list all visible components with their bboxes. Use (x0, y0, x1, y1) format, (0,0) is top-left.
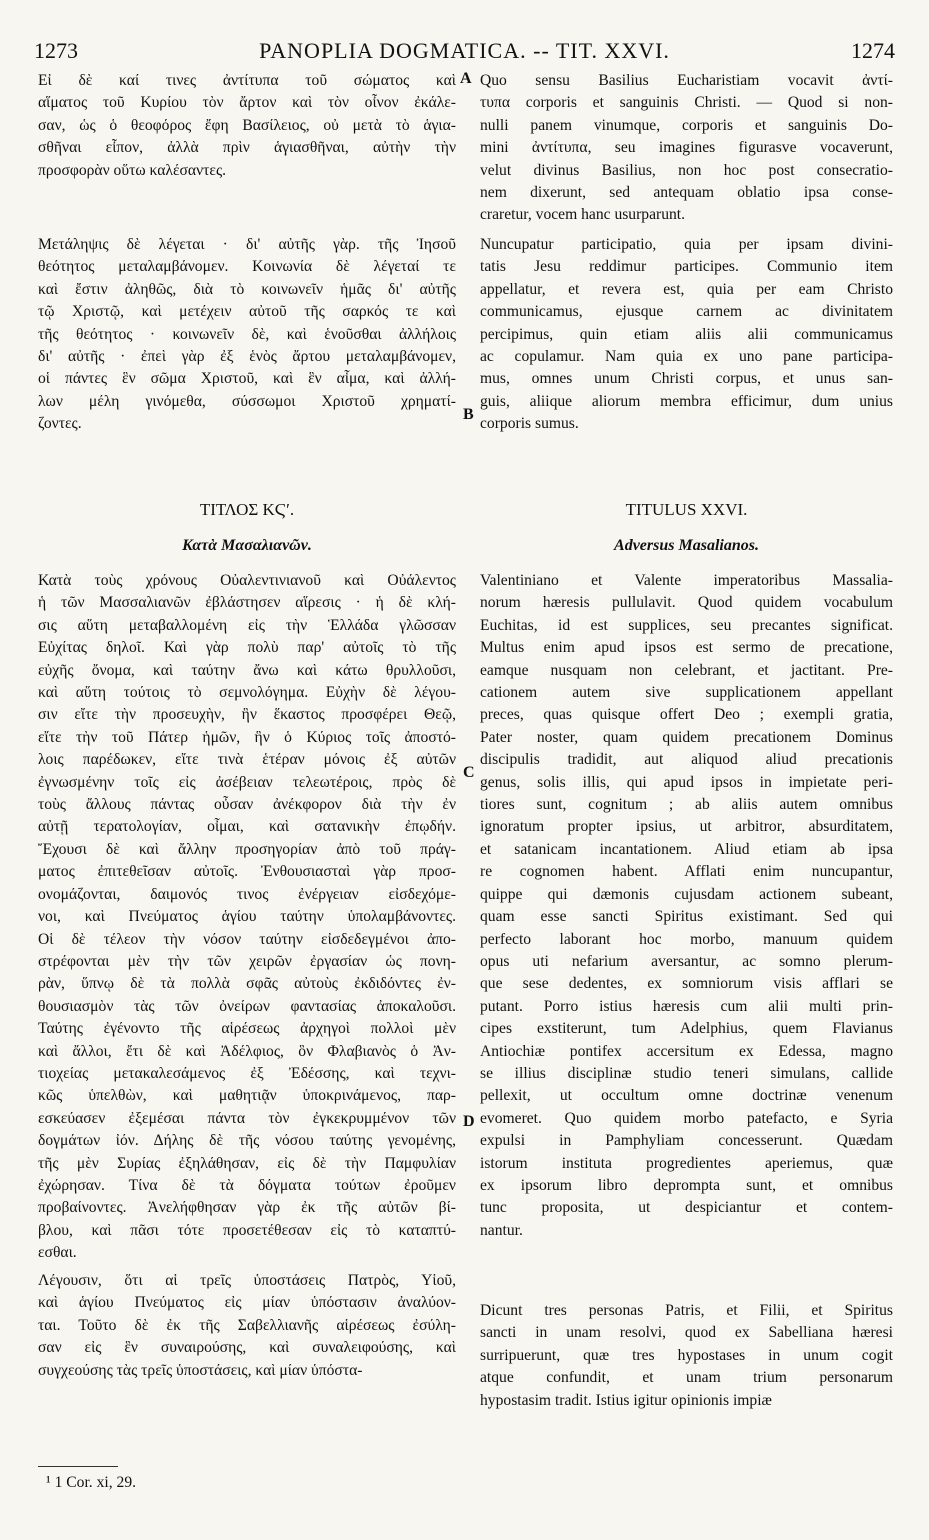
greek-paragraph-3 (38, 570, 456, 1265)
text-line: ex ipsorum libro deprompta sunt, et omnibus (480, 1176, 893, 1194)
text-line: craretur, vocem hanc usurparunt. (480, 206, 686, 224)
text-line: τῆς μὲν Συρίας ἐξηλάθησαν, εἰς δὲ τὴν Παμφυλίαν (38, 1154, 456, 1172)
text-line: προβαίνοντες. Ἀνελήφθησαν γὰρ ἐκ τῆς αὐτῶν βί- (38, 1199, 456, 1217)
text-line: nem dixerunt, sed antequam oblatio ipsa conse- (480, 184, 893, 202)
text-line: ματος ἐπιτεθεῖσαν αὐτοῖς. Ἐνθουσιασταὶ γὰρ προσ- (38, 863, 456, 881)
text-line: σαν εἰς ἓν συναιρούσης, καὶ συναλειφούσης, καὶ (38, 1339, 456, 1357)
page-header (34, 36, 895, 66)
text-line: que sese dedentes, ex somniorum visis afflari se (480, 975, 893, 993)
page-number-left: 1273 (34, 38, 78, 63)
text-line: Antiochiæ pontifex accersitum ex Edessa, magno (480, 1042, 893, 1060)
text-line: Κατὰ τοὺς χρόνους Οὐαλεντινιανοῦ καὶ Οὐάλεντος (38, 572, 456, 589)
latin-paragraph-1 (480, 70, 893, 227)
text-line: ρὰν, ὕπνῳ δὲ τὰ πολλὰ σφᾶς αὐτοὺς ἐκδιδόντες ἐν- (38, 975, 456, 993)
text-line: Quo sensu Basilius Eucharistiam vocavit ἀντί- (480, 72, 893, 89)
text-line: re cognomen habent. Afflati enim nuncupantur, (480, 863, 893, 881)
latin-subtitle: Adversus Masalianos. (614, 537, 759, 554)
text-line: βλου, καὶ πᾶσι τότε προσετέθεσαν εἰς τὸ καταπτύ- (38, 1221, 456, 1239)
text-line: Dicunt tres personas Patris, et Filii, et Spiritus (480, 1302, 893, 1319)
text-line: cipes exstiterunt, tum Adelphius, quem Flavianus (480, 1020, 893, 1038)
text-line: Nuncupatur participatio, quia per ipsam divini- (480, 236, 893, 253)
text-line: mini ἀντίτυπα, seu imagines figurasve vocaverunt, (480, 139, 893, 157)
text-line: καὶ ἄλλοι, ἔτι δὲ καὶ Ἀδέλφιος, ὃν Φλαβιανὸς ὁ Ἀν- (38, 1042, 456, 1060)
text-line: nulli panem vinumque, corporis et sanguinis Do- (480, 116, 893, 134)
text-line: guis, aliique aliorum membra efficimur, dum unius (480, 392, 893, 410)
text-line: hypostasim tradit. Istius igitur opinionis impiæ (480, 1391, 772, 1409)
text-line: δι' αὐτῆς · ἐπεὶ γὰρ ἐξ ἑνὸς ἄρτου μεταλαμβάνομεν, (38, 348, 456, 366)
text-line: Μετάληψις δὲ λέγεται · δι' αὐτῆς γὰρ. τῆς Ἰησοῦ (38, 236, 456, 253)
text-line: expulsi in Pamphyliam concesserunt. Quædam (480, 1132, 893, 1150)
text-line: ignoratum propter ipsius, ut arbitror, absurditatem, (480, 818, 893, 836)
text-line: κῶς ὑπελθὼν, καὶ μαθητιᾷν ὑποκρινάμενος, παρ- (38, 1087, 456, 1105)
text-line: νοι, καὶ Πνεύματος ἁγίου ταύτην ὑπολαμβάνοντες. (38, 908, 456, 926)
text-line: ἐχώρησαν. Τίνα δὲ τὰ δόγματα τούτων ἐροῦμεν (38, 1176, 456, 1194)
text-line: ζοντες. (38, 415, 82, 433)
text-line: τῆς θεότητος · κοινωνεῖν δὲ, καὶ ἑνοῦσθαι ἀλλήλοις (38, 325, 456, 343)
text-line: putant. Porro istius hæresis cum alii multi prin- (480, 997, 893, 1015)
text-line: quam esse sancti Spiritus existimant. Sed qui (480, 908, 893, 926)
text-line: εσκεύασεν ἐξεμέσαι πάντα τὸν ἐγκεκρυμμένον τῶν (38, 1109, 456, 1127)
text-line: velut divinus Basilius, non hoc post consecratio- (480, 161, 893, 179)
text-line: προσφορὰν οὕτω καλέσαντες. (38, 161, 227, 179)
margin-marker-c: C (463, 764, 475, 781)
text-line: οἱ πάντες ἓν σῶμα Χριστοῦ, καὶ ἓν αἷμα, καὶ ἀλλή- (38, 370, 456, 388)
text-line: et satanicam incantationem. Aliud etiam ab ipsa (480, 840, 893, 858)
text-line: tunc proposita, ut despiciantur et contem- (480, 1199, 893, 1217)
greek-paragraph-2 (38, 234, 456, 436)
greek-title: ΤΙΤΛΟΣ ΚϚʹ. (199, 500, 295, 519)
latin-paragraph-3 (480, 570, 893, 1242)
text-line: Pater noster, quam quidem precationem Dominus (480, 728, 893, 746)
text-line: cationem autem sive supplicationem appellant (480, 684, 893, 702)
text-line: norum hæresis pullulavit. Quod quidem vocabulum (480, 594, 893, 612)
text-line: ac copulamur. Nam quia ex uno pane participa- (480, 348, 893, 366)
text-line: evomeret. Quo quidem morbo patefacto, e Syria (480, 1109, 893, 1127)
greek-paragraph-1 (38, 70, 456, 182)
text-line: percipimus, quin etiam aliis alii communicamus (480, 325, 893, 343)
text-line: nantur. (480, 1221, 523, 1239)
margin-marker-b: B (463, 406, 474, 423)
page-number-right: 1274 (851, 38, 895, 63)
footnote-rule (38, 1466, 118, 1467)
text-line: δογμάτων ἰόν. Δήλης δὲ τῆς νόσου ταύτης γενομένης, (38, 1132, 456, 1150)
text-line: λων μέλη γινόμεθα, σύσσωμοι Χριστοῦ χρηματί- (38, 392, 456, 410)
latin-paragraph-4 (480, 1300, 893, 1412)
text-line: θεότητος μεταλαμβάνομεν. Κοινωνία δὲ λέγεταί τε (38, 258, 456, 276)
text-line: istorum instituta progredientes aperiemus, quæ (480, 1154, 893, 1172)
text-line: Εὐχίτας δηλοῖ. Καὶ γὰρ πολὺ παρ' αὐτοῖς τὸ τῆς (38, 639, 456, 657)
text-line: τιοχείας μετακαλεσάμενος ἐξ Ἐδέσσης, καὶ τεχνι- (38, 1064, 456, 1082)
text-line: τυπα corporis et sanguinis Christi. — Quod si non- (480, 94, 893, 112)
greek-subtitle: Κατὰ Μασαλιανῶν. (182, 537, 312, 554)
text-line: se illius disciplinæ studio teneri simulans, callide (480, 1064, 893, 1082)
text-line: corporis sumus. (480, 415, 579, 433)
margin-marker-a: A (460, 70, 472, 87)
text-line: καὶ αὕτη τούτοις τὸ σεμνολόγημα. Εὐχὴν δὲ λέγου- (38, 684, 456, 702)
text-line: mus, omnes unum Christi corpus, et unus san- (480, 370, 893, 388)
text-line: eamque nusquam non celebrant, et jactitant. Pre- (480, 661, 893, 679)
text-line: Ἔχουσι δὲ καὶ ἄλλην προσηγορίαν ἀπὸ τοῦ πράγ- (38, 840, 456, 858)
text-line: preces, quas quisque offert Deo ; exempli gratia, (480, 706, 893, 724)
text-line: Οἱ δὲ τέλεον τὴν νόσον ταύτην εἰσδεδεγμένοι ἀπο- (38, 930, 456, 948)
greek-paragraph-4 (38, 1270, 456, 1382)
text-line: atque confundit, et unam trium personarum (480, 1369, 893, 1387)
text-line: opus uti nefarium aversantur, ac somno plerum- (480, 952, 893, 970)
text-line: σιν εἴτε τὴν προσευχὴν, ἣν ἕκαστος προσφέρει Θεῷ, (38, 706, 456, 724)
text-line: εσθαι. (38, 1244, 77, 1262)
text-line: ἐγνωσμένην τοῖς εἰς ἀσέβειαν τελεωτέροις, πρὸς δὲ (38, 773, 456, 791)
text-line: communicamus, ejusque carnem ac divinitatem (480, 303, 893, 321)
text-line: καὶ ἁγίου Πνεύματος εἰς μίαν ὑπόστασιν ἀναλύον- (38, 1294, 456, 1312)
text-line: genus, solis illis, qui apud ipsos in impietate peri- (480, 773, 893, 791)
text-line: τοὺς ἄλλους πάντας οὖσαν ἀνέκφορον διὰ τὴν ἐν (38, 796, 456, 814)
footnote: ¹ 1 Cor. xi, 29. (46, 1474, 137, 1491)
text-line: εὐχῆς ὄνομα, καὶ ταύτην ἄνω καὶ κάτω θρυλλοῦσι, (38, 661, 456, 679)
text-line: Euchitas, id est supplices, seu precantes significat. (480, 616, 893, 634)
text-line: discipulis tradidit, aut aliquod aliud precationis (480, 751, 893, 769)
text-line: tiores sunt, cognitum ; ab aliis autem omnibus (480, 796, 893, 814)
text-line: τῷ Χριστῷ, καὶ μετέχειν αὐτοῦ τῆς σαρκός τε καὶ (38, 303, 456, 321)
text-line: Multus enim apud ipsos est sermo de precatione, (480, 639, 893, 657)
text-line: ται. Τοῦτο δὲ ἐκ τῆς Σαβελλιανῆς αἱρέσεως ἐσύλη- (38, 1316, 456, 1334)
text-line: Λέγουσιν, ὅτι αἱ τρεῖς ὑποστάσεις Πατρὸς, Υἱοῦ, (38, 1272, 456, 1289)
text-line: εἴτε τὴν τοῦ Πάτερ ἡμῶν, ἣν ὁ Κύριος τοῖς ἀποστό- (38, 728, 456, 746)
latin-title: TITULUS XXVI. (625, 500, 748, 519)
text-line: σαν, ὡς ὁ θεοφόρος ἔφη Βασίλειος, οὐ μετὰ τὸ ἁγια- (38, 116, 456, 134)
text-line: αὐτῇ τερατολογίαν, οἶμαι, καὶ σατανικὴν ἐπῳδήν. (38, 818, 456, 836)
text-line: sancti in unam resolvi, quod ex Sabelliana hæresi (480, 1324, 893, 1342)
text-line: λοις παρέδωκεν, εἴτε τινὰ ἑτέραν μόνοις ἐξ αὐτῶν (38, 751, 456, 769)
text-line: appellatur, et revera est, quia per eam Christo (480, 280, 893, 298)
text-line: καὶ ἔστιν ἀληθῶς, διὰ τὸ κοινωνεῖν ἡμᾶς δι' αὐτῆς (38, 280, 456, 298)
text-line: ἡ τῶν Μασσαλιανῶν ἐβλάστησεν αἵρεσις · ἡ δὲ κλή- (38, 594, 456, 612)
text-line: σις αὕτη μεταβαλλομένη εἰς τὴν Ἑλλάδα γλῶσσαν (38, 616, 456, 634)
running-title: PANOPLIA DOGMATICA. -- TIT. XXVI. (259, 38, 670, 63)
text-line: tatis Jesu reddimur participes. Communio item (480, 258, 893, 276)
text-line: Ταύτης ἐγένοντο τῆς αἱρέσεως ἀρχηγοὶ πολλοὶ μὲν (38, 1020, 456, 1038)
text-line: συγχεούσης τὰς τρεῖς ὑποστάσεις, καὶ μίαν ὑπόστα- (38, 1361, 363, 1379)
text-line: pellexit, ut occultum omne doctrinæ venenum (480, 1087, 893, 1105)
text-line: ονομάζονται, δαιμονός τινος ἐνέργειαν εἰσδεχόμε- (38, 885, 456, 903)
text-line: Valentiniano et Valente imperatoribus Massalia- (480, 572, 893, 589)
text-line: θουσιασμὸν τὰς τῶν ὀνείρων φαντασίας ἀποκαλοῦσι. (38, 997, 456, 1015)
text-line: surripuerunt, quæ tres hypostases in unum cogit (480, 1346, 893, 1364)
margin-marker-d: D (463, 1113, 475, 1130)
text-line: σθῆναι εἶπον, ἀλλὰ πρὶν ἁγιασθῆναι, αὐτὴν τὴν (38, 139, 456, 157)
text-line: στρέφονται μὲν τὴν τῶν χειρῶν ἐργασίαν ὡς πονη- (38, 952, 456, 970)
text-line: perfecto laborant hoc morbo, manuum quidem (480, 930, 893, 948)
latin-paragraph-2 (480, 234, 893, 436)
text-line: quippe qui dæmonis cujusdam actionem subeant, (480, 885, 893, 903)
text-line: Εἰ δὲ καί τινες ἀντίτυπα τοῦ σώματος καὶ (38, 72, 456, 89)
text-line: αἵματος τοῦ Κυρίου τὸν ἄρτον καὶ τὸν οἶνον ἐκάλε- (38, 94, 456, 112)
